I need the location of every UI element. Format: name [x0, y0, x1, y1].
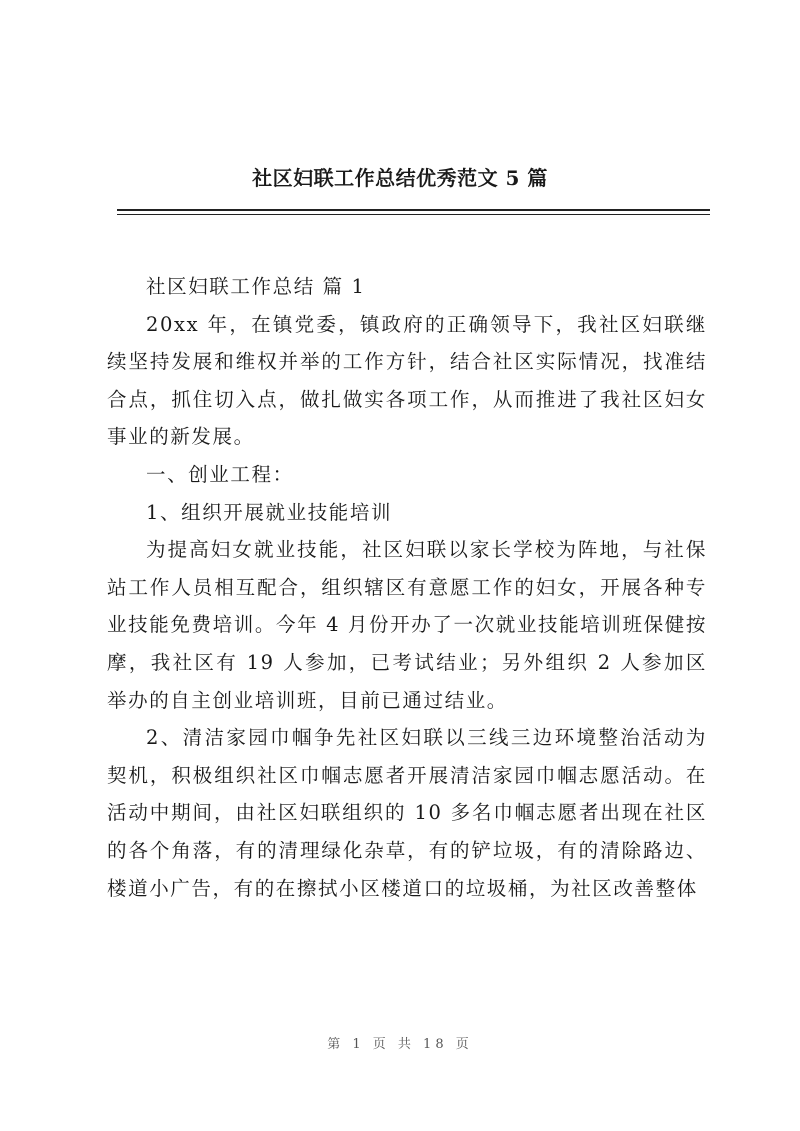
- subheading: 一、创业工程：: [146, 462, 294, 486]
- document-body: [107, 268, 707, 907]
- subheading: 1、组织开展就业技能培训: [146, 500, 393, 524]
- paragraph: 20xx 年，在镇党委，镇政府的正确领导下，我社区妇联继续坚持发展和维权并举的工作方针，结合社区实际情况，找准结合点，抓住切入点，做扎做实各项工作，从而推进了我社区妇女事业的新发展。: [107, 312, 707, 449]
- paragraph: 为提高妇女就业技能，社区妇联以家长学校为阵地，与社保站工作人员相互配合，组织辖区有意愿工作的妇女，开展各种专业技能免费培训。今年 4 月份开办了一次就业技能培训班保健按摩，我社区有 19 人参加，已考试结业；另外组织 2 人参加区举办的自主创业培训班，目前已通过结业。: [107, 538, 707, 712]
- title-divider: [117, 209, 710, 211]
- page-footer: 第 1 页 共 18 页: [327, 1037, 473, 1052]
- paragraph: 2、清洁家园巾帼争先社区妇联以三线三边环境整治活动为契机，积极组织社区巾帼志愿者开展清洁家园巾帼志愿活动。在活动中期间，由社区妇联组织的 10 多名巾帼志愿者出现在社区的各个角落，有的清理绿化杂草，有的铲垃圾，有的清除路边、楼道小广告，有的在擦拭小区楼道口的垃圾桶，为社区改善整体: [107, 726, 707, 900]
- document-title: 社区妇联工作总结优秀范文 5 篇: [252, 166, 548, 190]
- title-divider-thin: [117, 214, 710, 215]
- section-heading: 社区妇联工作总结 篇 1: [146, 275, 366, 298]
